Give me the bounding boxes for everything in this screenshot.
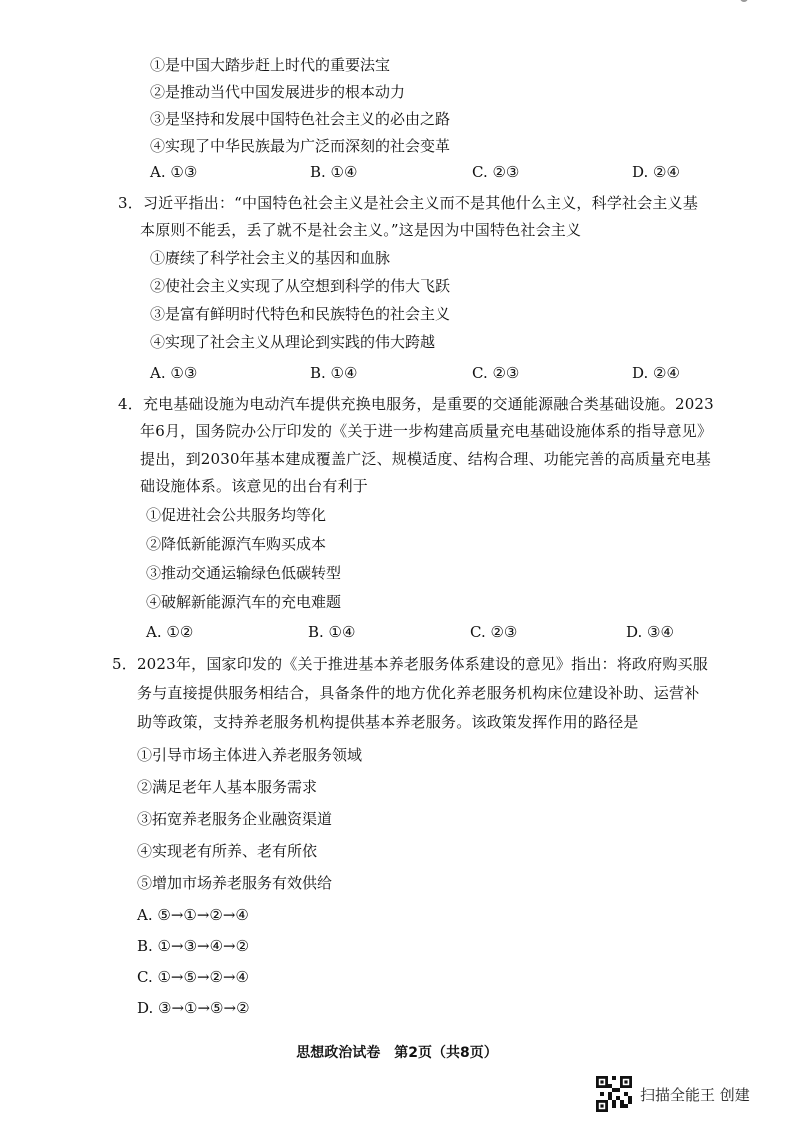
q3-item-2: ②使社会主义实现了从空想到科学的伟大飞跃	[150, 277, 451, 295]
q4-item-1: ①促进社会公共服务均等化	[146, 506, 327, 524]
q3-stem-line-2: 本原则不能丢，丢了就不是社会主义。”这是因为中国特色社会主义	[140, 221, 582, 239]
q4-item-3: ③推动交通运输绿色低碳转型	[146, 564, 342, 582]
q3-option-d[interactable]: D. ②④	[632, 364, 680, 382]
q4-item-4: ④破解新能源汽车的充电难题	[146, 593, 342, 611]
q5-option-d[interactable]: D. ③→①→⑤→②	[137, 999, 250, 1017]
q4-options	[146, 623, 710, 643]
q3-option-a[interactable]: A. ①③	[150, 364, 198, 382]
page-footer: 思想政治试卷 第2页（共8页）	[296, 1045, 498, 1061]
q3-option-c[interactable]: C. ②③	[472, 364, 520, 382]
q4-option-b[interactable]: B. ①④	[308, 623, 356, 641]
corner-mark	[740, 0, 748, 2]
q5-stem-line-3: 助等政策，支持养老服务机构提供基本养老服务。该政策发挥作用的路径是	[137, 713, 639, 731]
q4-stem-line-1: 4．充电基础设施为电动汽车提供充换电服务，是重要的交通能源融合类基础设施。2023	[118, 395, 714, 413]
q5-stem-line-2: 务与直接提供服务相结合，具备条件的地方优化养老服务机构床位建设补助、运营补	[137, 684, 700, 702]
scanner-watermark	[596, 1076, 786, 1116]
q5-stem-line-1: 5．2023年，国家印发的《关于推进基本养老服务体系建设的意见》指出：将政府购买服	[112, 655, 708, 673]
q4-option-c[interactable]: C. ②③	[470, 623, 518, 641]
q3-item-4: ④实现了社会主义从理论到实践的伟大跨越	[150, 333, 436, 351]
q4-stem-line-2: 年6月，国务院办公厅印发的《关于进一步构建高质量充电基础设施体系的指导意见》	[140, 422, 713, 440]
q5-item-4: ④实现老有所养、老有所依	[137, 842, 318, 860]
q5-option-a[interactable]: A. ⑤→①→②→④	[137, 906, 249, 924]
q2-option-a[interactable]: A. ①③	[150, 163, 198, 181]
q5-option-b[interactable]: B. ①→③→④→②	[137, 937, 250, 955]
q5-option-c[interactable]: C. ①→⑤→②→④	[137, 968, 249, 986]
q4-option-d[interactable]: D. ③④	[626, 623, 674, 641]
q2-item-4: ④实现了中华民族最为广泛而深刻的社会变革	[150, 137, 451, 155]
q3-option-b[interactable]: B. ①④	[310, 364, 358, 382]
q2-options	[150, 163, 710, 183]
q4-stem-line-3: 提出，到2030年基本建成覆盖广泛、规模适度、结构合理、功能完善的高质量充电基	[140, 450, 711, 468]
q2-option-d[interactable]: D. ②④	[632, 163, 680, 181]
qr-code-icon	[596, 1076, 632, 1112]
q4-stem-line-4: 础设施体系。该意见的出台有利于	[140, 477, 369, 495]
q3-item-3: ③是富有鲜明时代特色和民族特色的社会主义	[150, 305, 451, 323]
watermark-text: 扫描全能王 创建	[640, 1086, 750, 1104]
q3-item-1: ①赓续了科学社会主义的基因和血脉	[150, 249, 391, 267]
q4-item-2: ②降低新能源汽车购买成本	[146, 535, 327, 553]
q5-item-5: ⑤增加市场养老服务有效供给	[137, 874, 333, 892]
q3-stem-line-1: 3．习近平指出：“中国特色社会主义是社会主义而不是其他什么主义，科学社会主义基	[118, 194, 699, 212]
q5-item-1: ①引导市场主体进入养老服务领域	[137, 746, 363, 764]
q2-option-c[interactable]: C. ②③	[472, 163, 520, 181]
q5-item-2: ②满足老年人基本服务需求	[137, 778, 318, 796]
q5-item-3: ③拓宽养老服务企业融资渠道	[137, 810, 333, 828]
q4-option-a[interactable]: A. ①②	[146, 623, 194, 641]
q2-option-b[interactable]: B. ①④	[310, 163, 358, 181]
q2-item-1: ①是中国大踏步赶上时代的重要法宝	[150, 56, 391, 74]
q3-options	[150, 364, 710, 384]
q2-item-3: ③是坚持和发展中国特色社会主义的必由之路	[150, 110, 451, 128]
q2-item-2: ②是推动当代中国发展进步的根本动力	[150, 83, 406, 101]
